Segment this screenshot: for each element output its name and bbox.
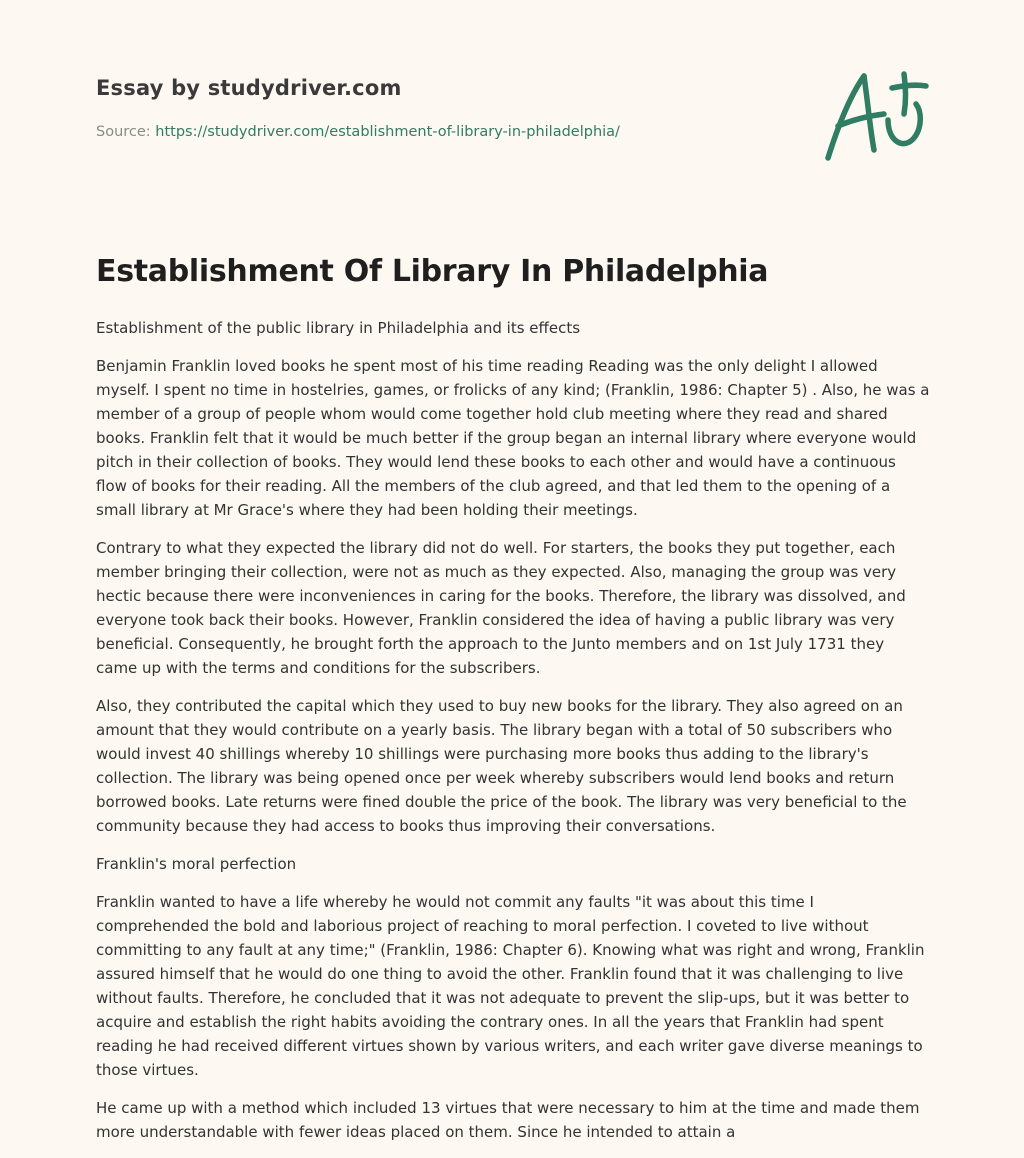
source-label: Source: — [96, 124, 156, 140]
a-plus-logo-icon — [818, 66, 930, 166]
body-paragraph: Contrary to what they expected the library did not do well. For starters, the books they put together, each member bringing their collection, were not as much as they expected. Also, managing the group was very hectic because there were inconveniences in caring for the books. Therefore, the library was dissolved, and everyone took back their books. However, Franklin considered the idea of having a public library was very beneficial. Consequently, he brought forth the approach to the Junto members and on 1st July 1731 they came up with the terms and conditions for the subscribers. — [96, 539, 906, 677]
body-paragraph: Also, they contributed the capital which they used to buy new books for the library. They also agreed on an amount that they would contribute on a yearly basis. The library began with a total of 50 subscribers who would invest 40 shillings whereby 10 shillings were purchasing more books thus adding to the library's collection. The library was being opened once per week whereby subscribers would lend books and return borrowed books. Late returns were fined double the price of the book. The library was very beneficial to the community because they had access to books thus improving their conversations. — [96, 697, 907, 835]
section-heading-paragraph: Franklin's moral perfection — [96, 855, 297, 873]
article-body — [96, 316, 930, 1158]
site-brand: Essay by studydriver.com — [96, 76, 402, 100]
body-paragraph: Franklin wanted to have a life whereby he would not commit any faults "it was about this time I comprehended the bold and laborious project of reaching to moral perfection. I coveted to live without committing to any fault at any time;" (Franklin, 1986: Chapter 6). Knowing what was right and wrong, Franklin assured himself that he would do one thing to avoid the other. Franklin found that it was challenging to live without faults. Therefore, he concluded that it was not adequate to prevent the slip-ups, but it was better to acquire and establish the right habits avoiding the contrary ones. In all the years that Franklin had spent reading he had received different virtues shown by various writers, and each writer gave diverse meanings to those virtues. — [96, 893, 925, 1079]
source-link[interactable]: https://studydriver.com/establishment-of-library-in-philadelphia/ — [155, 124, 620, 140]
subtitle-paragraph: Establishment of the public library in Philadelphia and its effects — [96, 319, 581, 337]
body-paragraph: He came up with a method which included 13 virtues that were necessary to him at the time and made them more understandable with fewer ideas placed on them. Since he intended to attain a — [96, 1099, 920, 1141]
body-paragraph: Benjamin Franklin loved books he spent most of his time reading Reading was the only delight I allowed myself. I spent no time in hostelries, games, or frolicks of any kind; (Franklin, 1986: Chapter 5) . Also, he was a member of a group of people whom would come together hold club meeting where they read and shared books. Franklin felt that it would be much better if the group began an internal library where everyone would pitch in their collection of books. They would lend these books to each other and would have a continuous flow of books for their reading. All the members of the club agreed, and that led them to the opening of a small library at Mr Grace's where they had been holding their meetings. — [96, 357, 930, 519]
source-line — [96, 124, 620, 140]
page-title: Establishment Of Library In Philadelphia — [96, 254, 769, 289]
